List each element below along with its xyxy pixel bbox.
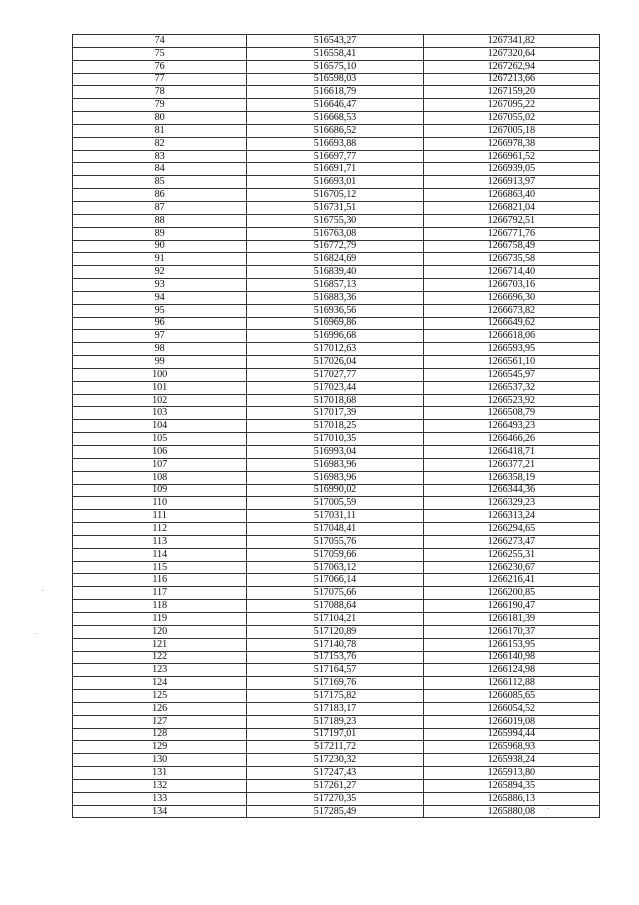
y-coordinate-cell: 1266124,98 xyxy=(423,664,599,677)
x-coordinate-cell: 517285,49 xyxy=(247,805,423,818)
y-coordinate-cell: 1266358,19 xyxy=(423,471,599,484)
x-coordinate-cell: 516990,02 xyxy=(247,484,423,497)
x-coordinate-cell: 517197,01 xyxy=(247,728,423,741)
table-row xyxy=(73,574,600,587)
x-coordinate-cell: 516936,56 xyxy=(247,304,423,317)
table-row xyxy=(73,510,600,523)
point-number-cell: 100 xyxy=(73,368,247,381)
table-row xyxy=(73,99,600,112)
x-coordinate-cell: 517247,43 xyxy=(247,767,423,780)
point-number-cell: 132 xyxy=(73,779,247,792)
y-coordinate-cell: 1266673,82 xyxy=(423,304,599,317)
x-coordinate-cell: 516983,96 xyxy=(247,471,423,484)
x-coordinate-cell: 517175,82 xyxy=(247,690,423,703)
point-number-cell: 131 xyxy=(73,767,247,780)
x-coordinate-cell: 516691,71 xyxy=(247,163,423,176)
table-row xyxy=(73,150,600,163)
point-number-cell: 117 xyxy=(73,587,247,600)
point-number-cell: 115 xyxy=(73,561,247,574)
y-coordinate-cell: 1266863,40 xyxy=(423,189,599,202)
point-number-cell: 99 xyxy=(73,356,247,369)
y-coordinate-cell: 1266255,31 xyxy=(423,548,599,561)
table-row xyxy=(73,124,600,137)
x-coordinate-cell: 516618,79 xyxy=(247,86,423,99)
y-coordinate-cell: 1266153,95 xyxy=(423,638,599,651)
point-number-cell: 108 xyxy=(73,471,247,484)
table-row xyxy=(73,112,600,125)
x-coordinate-cell: 517189,23 xyxy=(247,715,423,728)
table-row xyxy=(73,638,600,651)
point-number-cell: 75 xyxy=(73,47,247,60)
y-coordinate-cell: 1266537,32 xyxy=(423,381,599,394)
y-coordinate-cell: 1266523,92 xyxy=(423,394,599,407)
y-coordinate-cell: 1266792,51 xyxy=(423,214,599,227)
table-row xyxy=(73,253,600,266)
table-row xyxy=(73,163,600,176)
table-row xyxy=(73,535,600,548)
scan-dot xyxy=(36,633,37,634)
y-coordinate-cell: 1266649,62 xyxy=(423,317,599,330)
x-coordinate-cell: 516686,52 xyxy=(247,124,423,137)
y-coordinate-cell: 1266703,16 xyxy=(423,279,599,292)
x-coordinate-cell: 516543,27 xyxy=(247,35,423,48)
point-number-cell: 112 xyxy=(73,523,247,536)
table-row xyxy=(73,651,600,664)
point-number-cell: 118 xyxy=(73,600,247,613)
point-number-cell: 124 xyxy=(73,677,247,690)
x-coordinate-cell: 516772,79 xyxy=(247,240,423,253)
point-number-cell: 120 xyxy=(73,625,247,638)
x-coordinate-cell: 517120,89 xyxy=(247,625,423,638)
point-number-cell: 79 xyxy=(73,99,247,112)
scan-dot xyxy=(548,808,549,809)
y-coordinate-cell: 1265968,93 xyxy=(423,741,599,754)
x-coordinate-cell: 516996,68 xyxy=(247,330,423,343)
y-coordinate-cell: 1265886,13 xyxy=(423,792,599,805)
x-coordinate-cell: 517031,11 xyxy=(247,510,423,523)
x-coordinate-cell: 516693,88 xyxy=(247,137,423,150)
y-coordinate-cell: 1266112,88 xyxy=(423,677,599,690)
table-row xyxy=(73,381,600,394)
x-coordinate-cell: 517048,41 xyxy=(247,523,423,536)
point-number-cell: 77 xyxy=(73,73,247,86)
x-coordinate-cell: 516763,08 xyxy=(247,227,423,240)
point-number-cell: 92 xyxy=(73,266,247,279)
table-row xyxy=(73,394,600,407)
table-row xyxy=(73,86,600,99)
table-row xyxy=(73,433,600,446)
x-coordinate-cell: 516983,96 xyxy=(247,458,423,471)
x-coordinate-cell: 517005,59 xyxy=(247,497,423,510)
y-coordinate-cell: 1266377,21 xyxy=(423,458,599,471)
x-coordinate-cell: 516857,13 xyxy=(247,279,423,292)
point-number-cell: 85 xyxy=(73,176,247,189)
table-row xyxy=(73,343,600,356)
y-coordinate-cell: 1266913,97 xyxy=(423,176,599,189)
table-row xyxy=(73,548,600,561)
y-coordinate-cell: 1266593,95 xyxy=(423,343,599,356)
table-row xyxy=(73,715,600,728)
table-row xyxy=(73,523,600,536)
table-row xyxy=(73,330,600,343)
point-number-cell: 104 xyxy=(73,420,247,433)
point-number-cell: 121 xyxy=(73,638,247,651)
y-coordinate-cell: 1267055,02 xyxy=(423,112,599,125)
point-number-cell: 96 xyxy=(73,317,247,330)
table-row xyxy=(73,73,600,86)
point-number-cell: 114 xyxy=(73,548,247,561)
x-coordinate-cell: 516575,10 xyxy=(247,60,423,73)
x-coordinate-cell: 517010,35 xyxy=(247,433,423,446)
x-coordinate-cell: 517230,32 xyxy=(247,754,423,767)
point-number-cell: 103 xyxy=(73,407,247,420)
x-coordinate-cell: 517164,57 xyxy=(247,664,423,677)
y-coordinate-cell: 1266019,08 xyxy=(423,715,599,728)
x-coordinate-cell: 516693,01 xyxy=(247,176,423,189)
point-number-cell: 97 xyxy=(73,330,247,343)
point-number-cell: 125 xyxy=(73,690,247,703)
point-number-cell: 88 xyxy=(73,214,247,227)
point-number-cell: 86 xyxy=(73,189,247,202)
y-coordinate-cell: 1266758,49 xyxy=(423,240,599,253)
x-coordinate-cell: 517211,72 xyxy=(247,741,423,754)
point-number-cell: 74 xyxy=(73,35,247,48)
y-coordinate-cell: 1266294,65 xyxy=(423,523,599,536)
point-number-cell: 107 xyxy=(73,458,247,471)
table-row xyxy=(73,612,600,625)
x-coordinate-cell: 516839,40 xyxy=(247,266,423,279)
y-coordinate-cell: 1266200,85 xyxy=(423,587,599,600)
table-row xyxy=(73,176,600,189)
y-coordinate-cell: 1267159,20 xyxy=(423,86,599,99)
x-coordinate-cell: 516969,86 xyxy=(247,317,423,330)
y-coordinate-cell: 1266216,41 xyxy=(423,574,599,587)
point-number-cell: 116 xyxy=(73,574,247,587)
y-coordinate-cell: 1267213,66 xyxy=(423,73,599,86)
x-coordinate-cell: 517140,78 xyxy=(247,638,423,651)
y-coordinate-cell: 1266170,37 xyxy=(423,625,599,638)
point-number-cell: 81 xyxy=(73,124,247,137)
y-coordinate-cell: 1266230,67 xyxy=(423,561,599,574)
table-row xyxy=(73,291,600,304)
table-row xyxy=(73,690,600,703)
x-coordinate-cell: 516697,77 xyxy=(247,150,423,163)
x-coordinate-cell: 517018,25 xyxy=(247,420,423,433)
x-coordinate-cell: 516993,04 xyxy=(247,446,423,459)
y-coordinate-cell: 1266418,71 xyxy=(423,446,599,459)
table-row xyxy=(73,356,600,369)
x-coordinate-cell: 516668,53 xyxy=(247,112,423,125)
point-number-cell: 98 xyxy=(73,343,247,356)
x-coordinate-cell: 516646,47 xyxy=(247,99,423,112)
point-number-cell: 129 xyxy=(73,741,247,754)
point-number-cell: 83 xyxy=(73,150,247,163)
y-coordinate-cell: 1266771,76 xyxy=(423,227,599,240)
x-coordinate-cell: 517017,39 xyxy=(247,407,423,420)
y-coordinate-cell: 1266329,23 xyxy=(423,497,599,510)
table-row xyxy=(73,137,600,150)
table-row xyxy=(73,702,600,715)
y-coordinate-cell: 1267320,64 xyxy=(423,47,599,60)
x-coordinate-cell: 517027,77 xyxy=(247,368,423,381)
x-coordinate-cell: 516824,69 xyxy=(247,253,423,266)
table-row xyxy=(73,741,600,754)
x-coordinate-cell: 517183,17 xyxy=(247,702,423,715)
y-coordinate-cell: 1266273,47 xyxy=(423,535,599,548)
point-number-cell: 87 xyxy=(73,201,247,214)
table-row xyxy=(73,189,600,202)
x-coordinate-cell: 517270,35 xyxy=(247,792,423,805)
y-coordinate-cell: 1267262,94 xyxy=(423,60,599,73)
y-coordinate-cell: 1266493,23 xyxy=(423,420,599,433)
point-number-cell: 82 xyxy=(73,137,247,150)
scan-dot xyxy=(42,590,43,591)
y-coordinate-cell: 1265994,44 xyxy=(423,728,599,741)
x-coordinate-cell: 517088,64 xyxy=(247,600,423,613)
y-coordinate-cell: 1266939,05 xyxy=(423,163,599,176)
x-coordinate-cell: 516755,30 xyxy=(247,214,423,227)
y-coordinate-cell: 1266696,30 xyxy=(423,291,599,304)
table-row xyxy=(73,279,600,292)
y-coordinate-cell: 1267005,18 xyxy=(423,124,599,137)
x-coordinate-cell: 517055,76 xyxy=(247,535,423,548)
coordinates-table-body xyxy=(73,35,600,818)
x-coordinate-cell: 517063,12 xyxy=(247,561,423,574)
x-coordinate-cell: 516598,03 xyxy=(247,73,423,86)
table-row xyxy=(73,240,600,253)
table-row xyxy=(73,458,600,471)
x-coordinate-cell: 517153,76 xyxy=(247,651,423,664)
y-coordinate-cell: 1266466,26 xyxy=(423,433,599,446)
coordinates-table xyxy=(72,34,600,818)
x-coordinate-cell: 517012,63 xyxy=(247,343,423,356)
table-row xyxy=(73,368,600,381)
y-coordinate-cell: 1266821,04 xyxy=(423,201,599,214)
x-coordinate-cell: 517018,68 xyxy=(247,394,423,407)
point-number-cell: 91 xyxy=(73,253,247,266)
table-row xyxy=(73,677,600,690)
y-coordinate-cell: 1267095,22 xyxy=(423,99,599,112)
point-number-cell: 122 xyxy=(73,651,247,664)
point-number-cell: 128 xyxy=(73,728,247,741)
y-coordinate-cell: 1266545,97 xyxy=(423,368,599,381)
point-number-cell: 93 xyxy=(73,279,247,292)
table-row xyxy=(73,767,600,780)
point-number-cell: 89 xyxy=(73,227,247,240)
point-number-cell: 78 xyxy=(73,86,247,99)
point-number-cell: 113 xyxy=(73,535,247,548)
x-coordinate-cell: 517066,14 xyxy=(247,574,423,587)
x-coordinate-cell: 516558,41 xyxy=(247,47,423,60)
y-coordinate-cell: 1266978,38 xyxy=(423,137,599,150)
x-coordinate-cell: 517023,44 xyxy=(247,381,423,394)
x-coordinate-cell: 517059,66 xyxy=(247,548,423,561)
table-row xyxy=(73,484,600,497)
y-coordinate-cell: 1265894,35 xyxy=(423,779,599,792)
table-row xyxy=(73,779,600,792)
point-number-cell: 126 xyxy=(73,702,247,715)
table-row xyxy=(73,266,600,279)
y-coordinate-cell: 1265913,80 xyxy=(423,767,599,780)
y-coordinate-cell: 1266961,52 xyxy=(423,150,599,163)
table-row xyxy=(73,420,600,433)
x-coordinate-cell: 517169,76 xyxy=(247,677,423,690)
table-row xyxy=(73,805,600,818)
point-number-cell: 127 xyxy=(73,715,247,728)
x-coordinate-cell: 517261,27 xyxy=(247,779,423,792)
x-coordinate-cell: 516705,12 xyxy=(247,189,423,202)
table-row xyxy=(73,497,600,510)
table-row xyxy=(73,446,600,459)
table-row xyxy=(73,728,600,741)
y-coordinate-cell: 1266508,79 xyxy=(423,407,599,420)
table-row xyxy=(73,664,600,677)
table-row xyxy=(73,754,600,767)
x-coordinate-cell: 517075,66 xyxy=(247,587,423,600)
point-number-cell: 84 xyxy=(73,163,247,176)
point-number-cell: 134 xyxy=(73,805,247,818)
point-number-cell: 101 xyxy=(73,381,247,394)
y-coordinate-cell: 1266181,39 xyxy=(423,612,599,625)
point-number-cell: 94 xyxy=(73,291,247,304)
table-row xyxy=(73,625,600,638)
table-row xyxy=(73,407,600,420)
x-coordinate-cell: 516883,36 xyxy=(247,291,423,304)
point-number-cell: 76 xyxy=(73,60,247,73)
table-row xyxy=(73,47,600,60)
table-row xyxy=(73,60,600,73)
y-coordinate-cell: 1266618,06 xyxy=(423,330,599,343)
y-coordinate-cell: 1266344,36 xyxy=(423,484,599,497)
x-coordinate-cell: 517026,04 xyxy=(247,356,423,369)
point-number-cell: 95 xyxy=(73,304,247,317)
point-number-cell: 119 xyxy=(73,612,247,625)
point-number-cell: 102 xyxy=(73,394,247,407)
point-number-cell: 110 xyxy=(73,497,247,510)
y-coordinate-cell: 1265880,08 xyxy=(423,805,599,818)
table-row xyxy=(73,214,600,227)
y-coordinate-cell: 1266714,40 xyxy=(423,266,599,279)
y-coordinate-cell: 1266735,58 xyxy=(423,253,599,266)
y-coordinate-cell: 1266140,98 xyxy=(423,651,599,664)
point-number-cell: 130 xyxy=(73,754,247,767)
point-number-cell: 106 xyxy=(73,446,247,459)
point-number-cell: 111 xyxy=(73,510,247,523)
point-number-cell: 133 xyxy=(73,792,247,805)
table-row xyxy=(73,304,600,317)
table-row xyxy=(73,471,600,484)
y-coordinate-cell: 1266313,24 xyxy=(423,510,599,523)
y-coordinate-cell: 1266190,47 xyxy=(423,600,599,613)
point-number-cell: 109 xyxy=(73,484,247,497)
y-coordinate-cell: 1266054,52 xyxy=(423,702,599,715)
y-coordinate-cell: 1265938,24 xyxy=(423,754,599,767)
table-row xyxy=(73,35,600,48)
point-number-cell: 80 xyxy=(73,112,247,125)
x-coordinate-cell: 517104,21 xyxy=(247,612,423,625)
x-coordinate-cell: 516731,51 xyxy=(247,201,423,214)
y-coordinate-cell: 1267341,82 xyxy=(423,35,599,48)
table-row xyxy=(73,201,600,214)
table-row xyxy=(73,587,600,600)
point-number-cell: 123 xyxy=(73,664,247,677)
table-row xyxy=(73,227,600,240)
y-coordinate-cell: 1266561,10 xyxy=(423,356,599,369)
y-coordinate-cell: 1266085,65 xyxy=(423,690,599,703)
point-number-cell: 105 xyxy=(73,433,247,446)
table-row xyxy=(73,792,600,805)
table-row xyxy=(73,600,600,613)
table-row xyxy=(73,561,600,574)
table-row xyxy=(73,317,600,330)
point-number-cell: 90 xyxy=(73,240,247,253)
